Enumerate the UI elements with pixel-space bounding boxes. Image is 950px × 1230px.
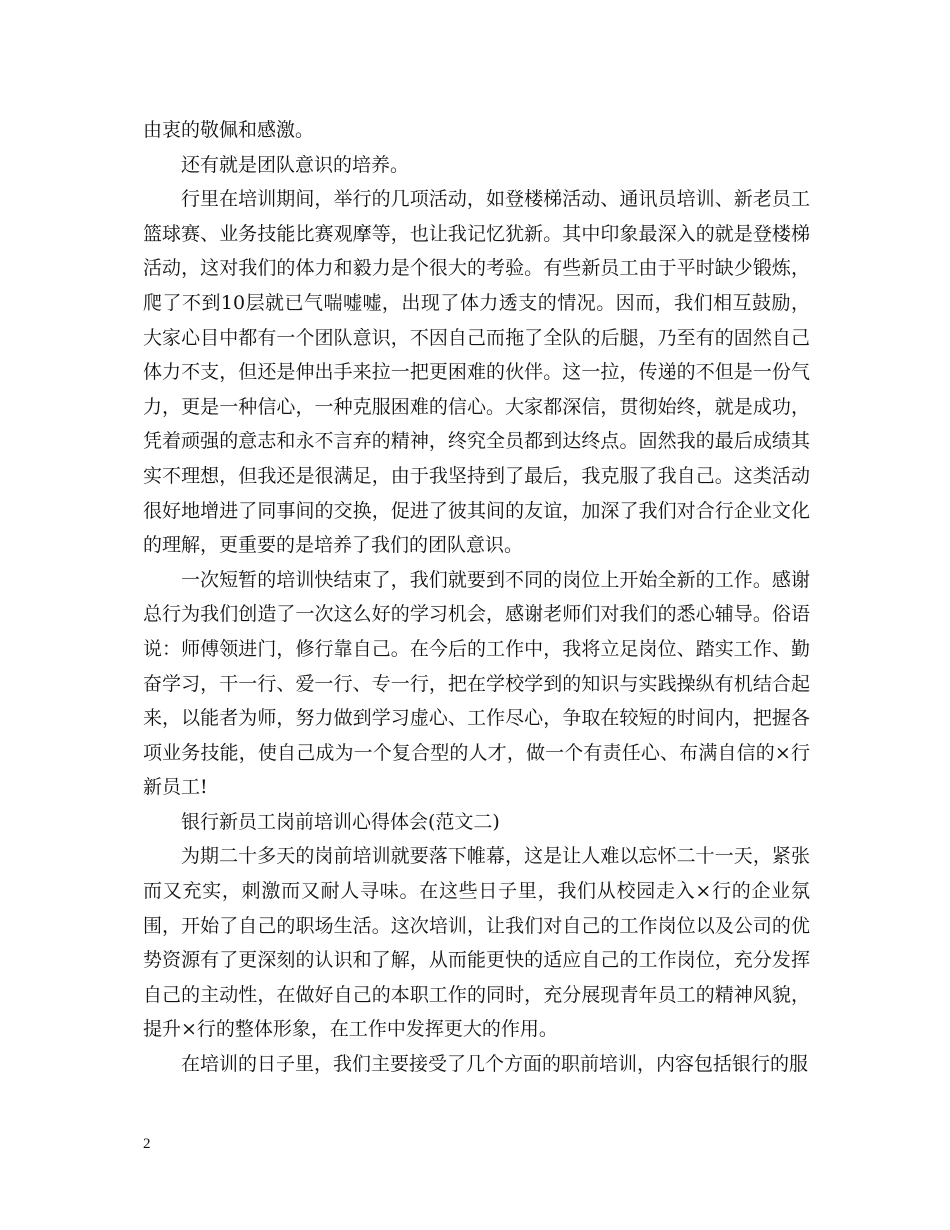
page-number: 2 bbox=[143, 1136, 151, 1152]
paragraph-1: 由衷的敬佩和感激。 bbox=[143, 119, 315, 141]
paragraph-2: 还有就是团队意识的培养。 bbox=[181, 153, 410, 176]
paragraph-5: 为期二十多天的岗前培训就要落下帷幕，这是让人难以忘怀二十一天，紧张而又充实，刺激而又耐人寻味。在这些日子里，我们从校园走入×行的企业氛围，开始了自己的职场生活。这次培训，让我们对自己的工作岗位以及公司的优势资源有了更深刻的认识和了解，从而能更快的适应自己的工作岗位，充分发挥自己的主动性，在做好自己的本职工作的同时，充分展现青年员工的精神风貌，提升×行的整体形象，在工作中发挥更大的作用。 bbox=[143, 845, 810, 1041]
paragraph-6: 在培训的日子里，我们主要接受了几个方面的职前培训，内容包括银行的服 bbox=[181, 1053, 809, 1076]
section-heading: 银行新员工岗前培训心得体会(范文二) bbox=[181, 810, 500, 833]
document-body bbox=[143, 113, 810, 1082]
paragraph-4: 一次短暂的培训快结束了，我们就要到不同的岗位上开始全新的工作。感谢总行为我们创造了一次这么好的学习机会，感谢老师们对我们的悉心辅导。俗语说：师傅领进门，修行靠自己。在今后的工作中，我将立足岗位、踏实工作、勤奋学习，干一行、爱一行、专一行，把在学校学到的知识与实践操纵有机结合起来，以能者为师，努力做到学习虚心、工作尽心，争取在较短的时间内，把握各项业务技能，使自己成为一个复合型的人才，做一个有责任心、布满自信的×行新员工! bbox=[143, 568, 810, 799]
paragraph-3: 行里在培训期间，举行的几项活动，如登楼梯活动、通讯员培训、新老员工篮球赛、业务技能比赛观摩等，也让我记忆犹新。其中印象最深入的就是登楼梯活动，这对我们的体力和毅力是个很大的考验。有些新员工由于平时缺少锻炼，爬了不到10层就已气喘嘘嘘，出现了体力透支的情况。因而，我们相互鼓励，大家心目中都有一个团队意识，不因自己而拖了全队的后腿，乃至有的固然自己体力不支，但还是伸出手来拉一把更困难的伙伴。这一拉，传递的不但是一份气力，更是一种信心，一种克服困难的信心。大家都深信，贯彻始终，就是成功，凭着顽强的意志和永不言弃的精神，终究全员都到达终点。固然我的最后成绩其实不理想，但我还是很满足，由于我坚持到了最后，我克服了我自己。这类活动很好地增进了同事间的交换，促进了彼其间的友谊，加深了我们对合行企业文化的理解，更重要的是培养了我们的团队意识。 bbox=[143, 188, 810, 557]
